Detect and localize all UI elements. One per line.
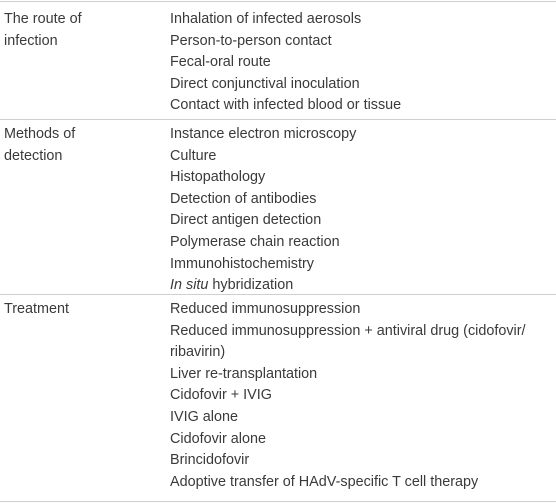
list-item: Inhalation of infected aerosols	[170, 11, 362, 27]
section-divider	[0, 119, 556, 120]
list-item: Fecal-oral route	[170, 54, 271, 71]
section-label-line: infection	[4, 32, 58, 49]
list-item: Person-to-person contact	[170, 32, 332, 49]
list-item: Liver re-transplantation	[170, 365, 318, 382]
section-items	[170, 299, 550, 493]
section-label-line: detection	[4, 147, 63, 164]
section-label	[4, 124, 154, 167]
table-bottom-rule	[0, 501, 556, 502]
list-item: Immunohistochemistry	[170, 255, 314, 272]
list-item: IVIG alone	[170, 408, 238, 425]
section-divider	[0, 294, 556, 295]
section-label-line: The route of	[4, 11, 82, 27]
list-item: Reduced immunosuppression + antiviral drug (cidofovir/ ribavirin)	[170, 322, 526, 361]
list-item: Reduced immunosuppression	[170, 301, 361, 317]
term-rest: hybridization	[208, 277, 294, 294]
list-item: Instance electron microscopy	[170, 126, 357, 142]
italic-term: In situ	[170, 277, 209, 294]
list-item: Polymerase chain reaction	[170, 233, 340, 250]
table-top-rule	[0, 1, 556, 2]
section-items	[170, 9, 550, 117]
list-item: Contact with infected blood or tissue	[170, 97, 402, 114]
list-item: Cidofovir + IVIG	[170, 387, 272, 404]
list-item: Adoptive transfer of HAdV-specific T cell therapy	[170, 473, 479, 490]
section-label	[4, 9, 154, 52]
list-item: Histopathology	[170, 169, 266, 186]
list-item: Direct antigen detection	[170, 212, 322, 229]
section-items	[170, 124, 550, 297]
list-item: Cidofovir alone	[170, 430, 266, 447]
section-label-line: Methods of	[4, 126, 76, 142]
section-label	[4, 299, 154, 321]
list-item: Culture	[170, 147, 217, 164]
list-item: Brincidofovir	[170, 452, 250, 469]
section-label-line: Treatment	[4, 301, 70, 317]
list-item: Detection of antibodies	[170, 190, 317, 207]
list-item: Direct conjunctival inoculation	[170, 75, 360, 92]
